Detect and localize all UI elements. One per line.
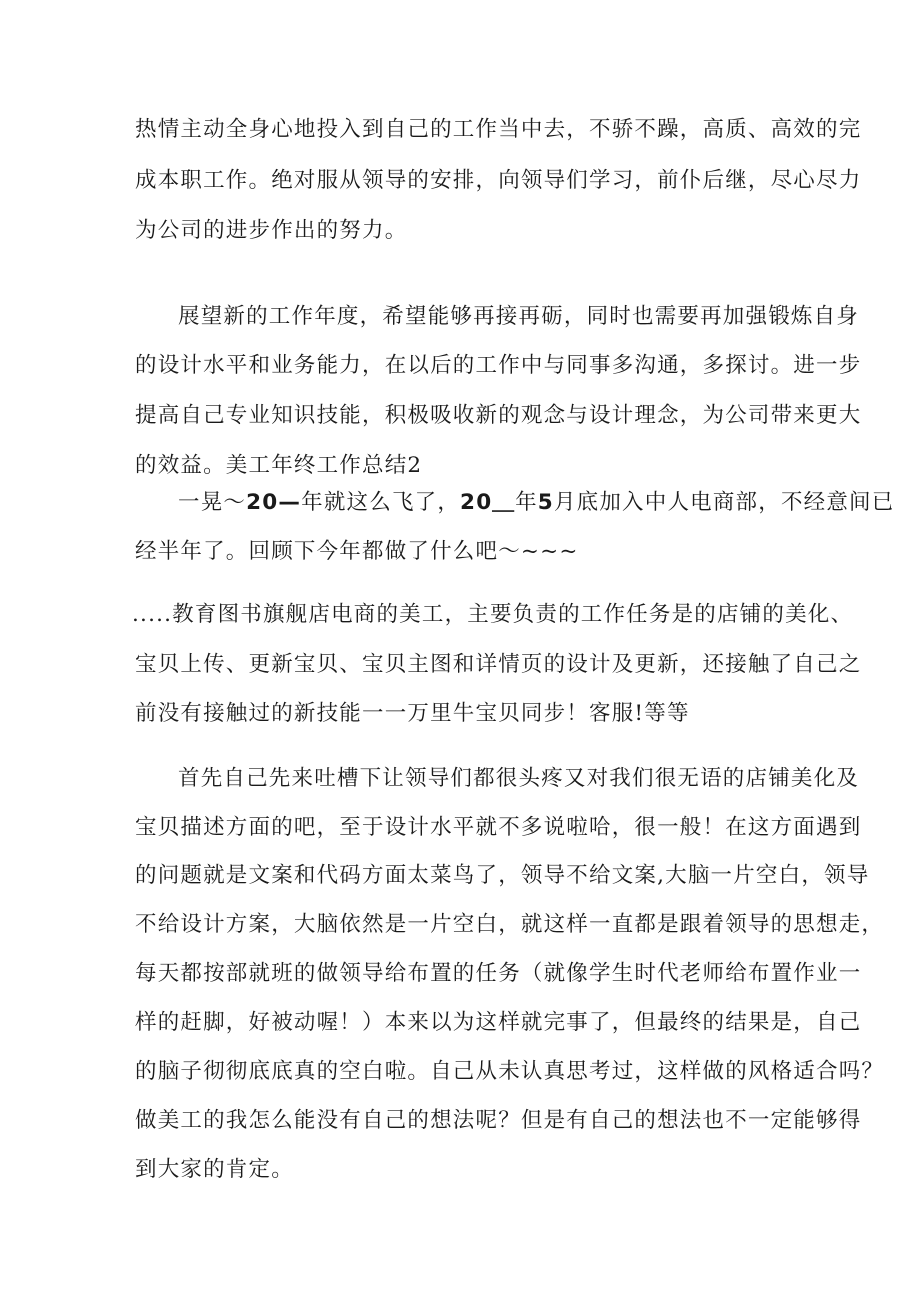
- month-run: 5: [537, 490, 554, 515]
- text-line-mixed: [178, 492, 894, 514]
- text-line: 首先自己先来吐槽下让领导们都很头疼又对我们很无语的店铺美化及: [178, 766, 860, 791]
- text-line: .....教育图书旗舰店电商的美工，主要负责的工作任务是的店铺的美化、: [132, 602, 854, 627]
- text-line: 的设计水平和业务能力，在以后的工作中与同事多沟通，多探讨。进一步: [135, 353, 862, 378]
- text-line: 提高自己专业知识技能，积极吸收新的观念与设计理念，为公司带来更大: [135, 403, 862, 428]
- text-line: 不给设计方案，大脑依然是一片空白，就这样一直都是跟着领导的思想走，: [135, 912, 885, 937]
- text-line: 展望新的工作年度，希望能够再接再砺，同时也需要再加强锻炼自身: [178, 304, 860, 329]
- year-run: 20—: [246, 490, 302, 515]
- text-line: 做美工的我怎么能没有自己的想法呢？但是有自己的想法也不一定能够得: [135, 1108, 862, 1133]
- text-line: 为公司的进步作出的努力。: [135, 218, 408, 243]
- text-run: 一晃～: [178, 490, 247, 515]
- text-line: 的脑子彻彻底底真的空白啦。自己从未认真思考过，这样做的风格适合吗？: [135, 1059, 885, 1084]
- text-line: 的效益。美工年终工作总结2: [135, 453, 423, 478]
- text-line: 样的赶脚，好被动喔！）本来以为这样就完事了，但最终的结果是，自己: [135, 1010, 862, 1035]
- text-run: 年: [515, 490, 538, 515]
- text-line: 的问题就是文案和代码方面太菜鸟了，领导不给文案,大脑一片空白，领导: [135, 863, 870, 888]
- text-line: 热情主动全身心地投入到自己的工作当中去，不骄不躁，高质、高效的完: [135, 117, 862, 142]
- text-line: 宝贝描述方面的吧，至于设计水平就不多说啦哈，很一般！在这方面遇到: [135, 815, 862, 840]
- text-line: 前没有接触过的新技能一一万里牛宝贝同步！客服!等等: [135, 701, 690, 726]
- text-line: 成本职工作。绝对服从领导的安排，向领导们学习，前仆后继，尽心尽力: [135, 168, 862, 193]
- text-line: 到大家的肯定。: [135, 1157, 294, 1182]
- text-line: 宝贝上传、更新宝贝、宝贝主图和详情页的设计及更新，还接触了自己之: [135, 652, 862, 677]
- text-line: 每天都按部就班的做领导给布置的任务（就像学生时代老师给布置作业一: [135, 961, 862, 986]
- text-line: 经半年了。回顾下今年都做了什么吧～~~~: [135, 539, 579, 564]
- text-run: 年就这么飞了，: [301, 490, 461, 515]
- text-run: 月底加入中人电商部，不经意间已: [553, 490, 895, 515]
- year-run: 20＿: [460, 490, 516, 515]
